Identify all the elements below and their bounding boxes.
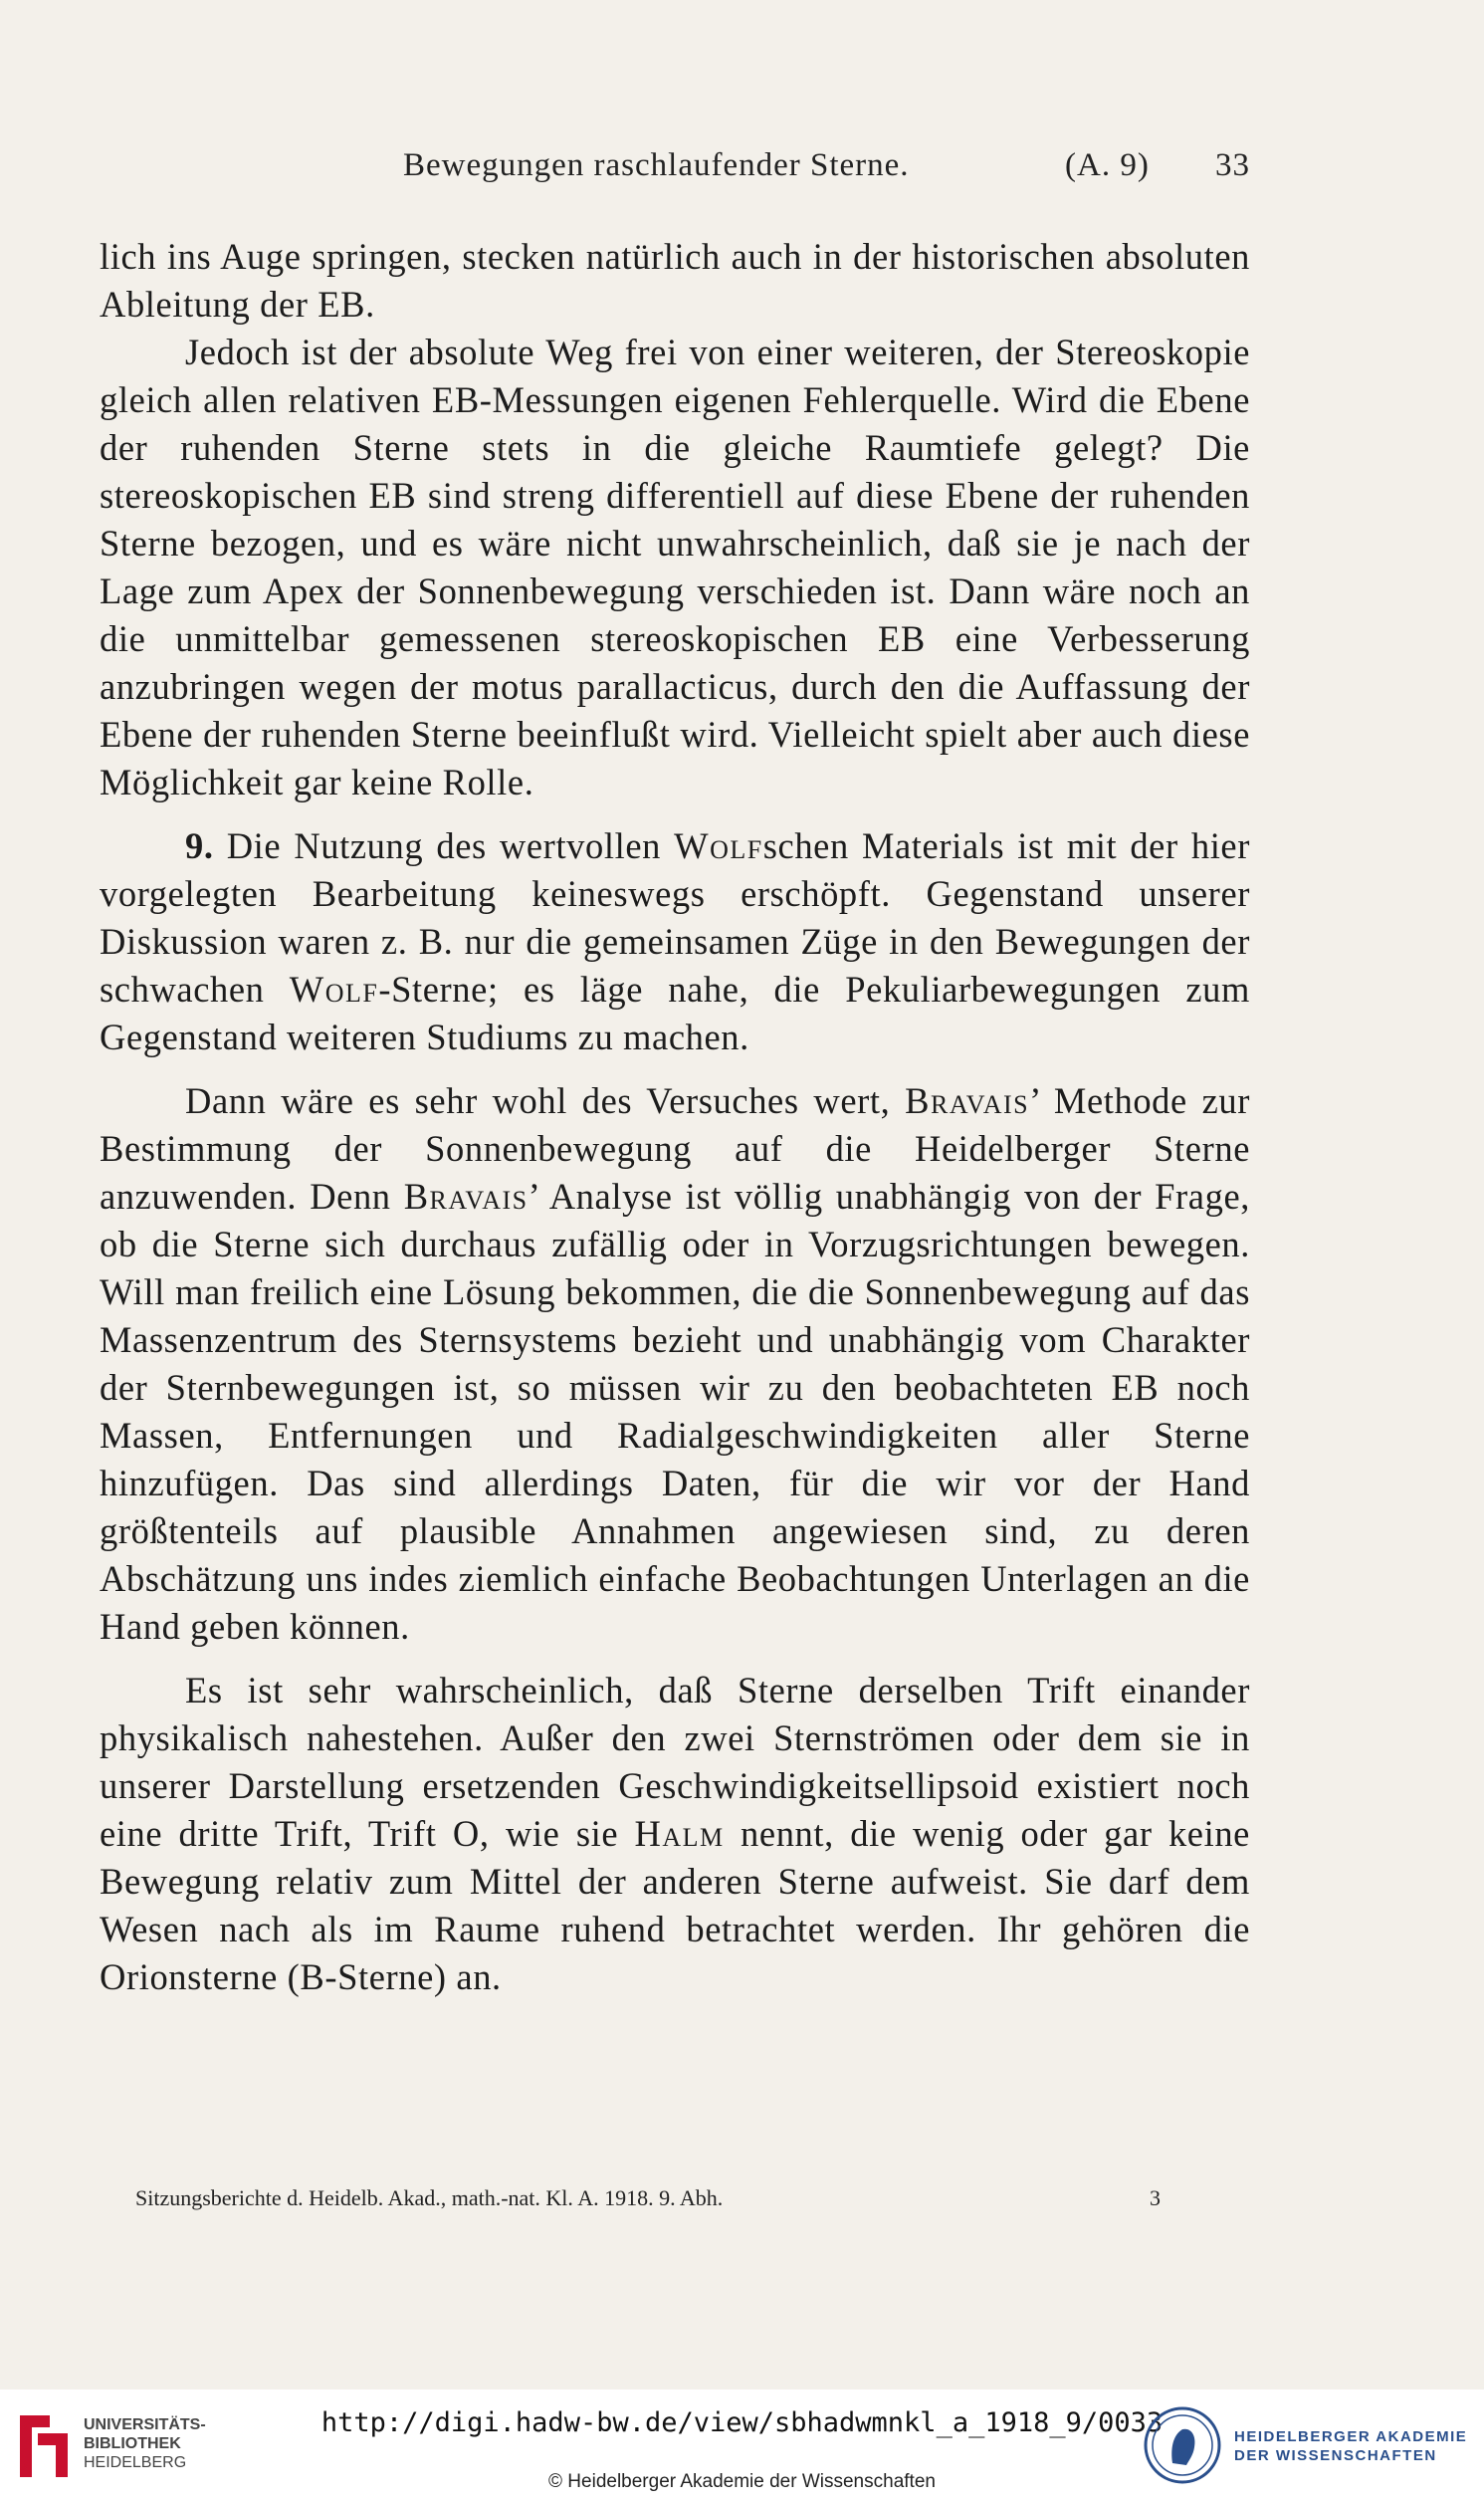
citation-footer: Sitzungsberichte d. Heidelb. Akad., math.-nat. Kl. A. 1918. 9. Abh. <box>135 2185 724 2210</box>
paragraph-5 <box>100 1667 1250 2001</box>
section-number: 9. <box>185 825 214 866</box>
page-number: 33 <box>1215 147 1250 183</box>
text-run: ’ Methode zur Bestimmung der Sonnenbewegung auf die Heidelberger Sterne anzuwenden. Denn <box>100 1080 1250 1217</box>
text-run: Die Nutzung des wertvollen <box>213 825 675 866</box>
running-head-title: Bewegungen raschlaufender Sterne. <box>403 147 910 183</box>
text-run: Es ist sehr wahrscheinlich, daß Sterne derselben Trift einander physikalisch nahestehen. Außer den zwei Sternströmen oder dem sie in unserer Darstellung ersetzenden Geschwindigkeitsellipsoid existiert noch eine dritte Trift, Trift O, wie sie <box>100 1670 1250 1854</box>
paragraph-1: lich ins Auge springen, stecken natürlich auch in der historischen absoluten Ableitung der EB. <box>100 236 1250 325</box>
running-head-section: (A. 9) <box>1065 147 1150 183</box>
text-run: -Sterne; es läge nahe, die Pekuliarbewegungen zum Gegenstand weiteren Studiums zu machen. <box>100 969 1250 1057</box>
library-line: UNIVERSITÄTS- <box>84 2416 206 2433</box>
author-name-wolf: Wolf <box>674 825 763 866</box>
author-name-bravais: Bravais <box>905 1080 1030 1121</box>
running-head <box>100 147 1250 197</box>
viewer-footer-bar <box>0 2390 1484 2505</box>
academy-line: HEIDELBERGER AKADEMIE <box>1234 2428 1468 2445</box>
academy-seal-icon <box>1143 2405 1222 2485</box>
text-run: ’ Analyse ist völlig unabhängig von der Frage, ob die Sterne sich durchaus zufällig oder in Vorzugsrichtungen bewegen. Will man freilich eine Lösung bekommen, die die Sonnenbewegung auf das Massenzentrum des Sternsystems bezieht und unabhängig vom Charakter der Sternbewegungen ist, so müssen wir zu den beobachteten EB noch Massen, Entfernungen und Radialgeschwindigkeiten aller Sterne hinzufügen. Das sind allerdings Daten, für die wir vor der Hand größtenteils auf plausible Annahmen angewiesen sind, zu deren Abschätzung uns indes ziemlich einfache Beobachtungen Unterlagen an die Hand geben können. <box>100 1176 1250 1647</box>
academy-name <box>1234 2427 1467 2465</box>
body-text <box>100 233 1250 2001</box>
author-name-halm: Halm <box>634 1813 725 1854</box>
academy-line: DER WISSENSCHAFTEN <box>1234 2447 1437 2464</box>
text-run: schen Materials ist mit der hier vorgelegten Bearbeitung keineswegs erschöpft. Gegenstand unserer Diskussion waren z. B. nur die gemeinsamen Züge in den Bewegungen der schwachen <box>100 825 1250 1010</box>
paragraph-section-9 <box>100 822 1250 1061</box>
paragraph-4 <box>100 1077 1250 1651</box>
text-run: Dann wäre es sehr wohl des Versuches wert, <box>185 1080 906 1121</box>
paragraph-2: Jedoch ist der absolute Weg frei von einer weiteren, der Stereoskopie gleich allen relativen EB-Messungen eigenen Fehlerquelle. Wird die Ebene der ruhenden Sterne stets in die gleiche Raumtiefe gelegt? Die stereoskopischen EB sind streng differentiell auf diese Ebene der ruhenden Sterne bezogen, und es wäre nicht unwahrscheinlich, daß sie je nach der Lage zum Apex der Sonnenbewegung verschieden ist. Dann wäre noch an die unmittelbar gemessenen stereoskopischen EB eine Verbesserung anzubringen wegen der motus parallacticus, durch den die Auffassung der Ebene der ruhenden Sterne beeinflußt wird. Vielleicht spielt aber auch diese Möglichkeit gar keine Rolle. <box>100 332 1250 802</box>
author-name-bravais: Bravais <box>403 1176 529 1217</box>
permalink-url[interactable]: http://digi.hadw-bw.de/view/sbhadwmnkl_a_1918_9/0033 <box>320 2407 1164 2438</box>
author-name-wolf: Wolf <box>289 969 379 1010</box>
text-run: nennt, die wenig oder gar keine Bewegung relativ zum Mittel der anderen Sterne aufweist. Sie darf dem Wesen nach als im Raume ruhend betrachtet werden. Ihr gehören die Orionsterne (B-Sterne) an. <box>100 1813 1250 1997</box>
copyright-notice: © Heidelberger Akademie der Wissenschaften <box>548 2471 936 2492</box>
signature-mark: 3 <box>1150 2185 1161 2210</box>
library-line: HEIDELBERG <box>84 2454 187 2471</box>
library-line: BIBLIOTHEK <box>84 2435 181 2452</box>
